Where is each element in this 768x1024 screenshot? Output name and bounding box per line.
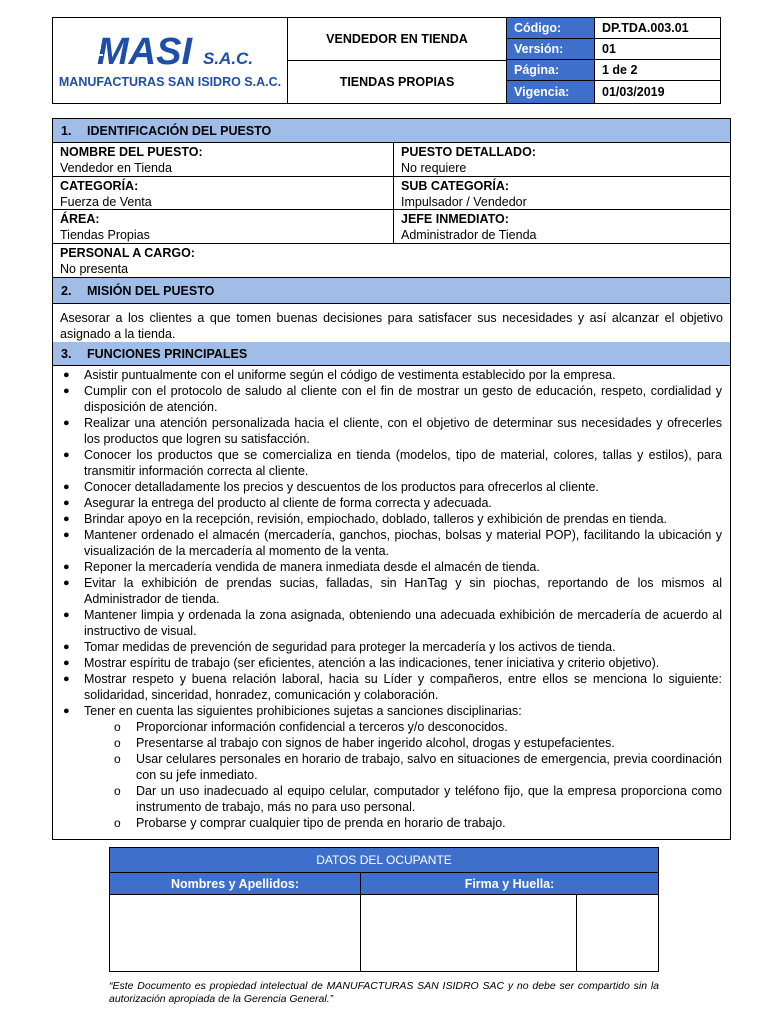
masi-logo-mark	[53, 18, 287, 103]
company-logo	[53, 18, 288, 103]
meta-row-codigo	[507, 18, 720, 39]
function-item: ● Tener en cuenta las siguientes prohibiciones sujetas a sanciones disciplinarias:	[63, 704, 522, 718]
bullet-icon: ●	[63, 641, 70, 653]
prohibition-item: o Proporcionar información confidencial a terceros y/o desconocidos.	[114, 720, 508, 734]
field-value: No presenta	[60, 262, 129, 276]
field-value: Impulsador / Vendedor	[401, 195, 527, 209]
function-item: ● Mostrar espíritu de trabajo (ser eficientes, atención a las indicaciones, tener iniciativa y criterio objetivo).	[63, 656, 660, 670]
logo-company-name: MANUFACTURAS SAN ISIDRO S.A.C.	[58, 75, 282, 89]
document-title-block	[288, 18, 507, 103]
meta-row-pagina	[507, 60, 720, 81]
meta-key: Código:	[507, 18, 595, 38]
field-value: Tiendas Propias	[60, 228, 150, 242]
prohibitions-list	[60, 719, 722, 831]
field-label: ÁREA:	[60, 212, 100, 226]
huella-input-area[interactable]	[577, 895, 658, 971]
field-area	[53, 210, 393, 244]
mission-text: Asesorar a los clientes a que tomen buenas decisiones para satisfacer sus necesidades y así alcanzar el objetivo asignado a la tienda.	[53, 304, 730, 355]
function-item: ● Realizar una atención personalizada hacia el cliente, con el objetivo de determinar sus necesidades y ofrecerles los productos que logren su satisfacción.	[63, 416, 722, 446]
circle-bullet-icon: o	[114, 752, 121, 766]
section-header-identificacion	[53, 119, 730, 143]
document-meta	[507, 18, 720, 103]
function-item: ● Asegurar la entrega del producto al cliente de forma correcta y adecuada.	[63, 496, 492, 510]
section-title: IDENTIFICACIÓN DEL PUESTO	[87, 123, 272, 138]
document-title: VENDEDOR EN TIENDA	[288, 18, 506, 61]
function-item: ● Mantener ordenado el almacén (mercadería, ganchos, piochas, bolsas y material POP), facilitando la ubicación y visualización de la mercadería al momento de la venta.	[63, 528, 722, 558]
meta-row-version	[507, 39, 720, 60]
bullet-icon: ●	[63, 657, 70, 669]
function-item: ● Tomar medidas de prevención de seguridad para proteger la mercadería y los activos de tienda.	[63, 640, 616, 654]
meta-value: 01/03/2019	[602, 85, 665, 99]
field-value: Administrador de Tienda	[401, 228, 537, 242]
prohibition-item: o Dar un uso inadecuado al equipo celular, computador y teléfono fijo, que la empresa proporciona como instrumento de trabajo, más no para uso personal.	[114, 784, 722, 814]
bullet-icon: ●	[63, 481, 70, 493]
function-item: ● Mantener limpia y ordenada la zona asignada, obteniendo una adecuada exhibición de mercadería de acuerdo al instructivo de visual.	[63, 608, 722, 638]
meta-value: DP.TDA.003.01	[602, 21, 689, 35]
section-number: 2.	[61, 283, 72, 298]
field-label: PERSONAL A CARGO:	[60, 246, 195, 260]
field-nombre-puesto	[53, 143, 393, 177]
circle-bullet-icon: o	[114, 736, 121, 750]
field-jefe-inmediato	[394, 210, 730, 244]
field-value: Fuerza de Venta	[60, 195, 152, 209]
field-label: JEFE INMEDIATO:	[401, 212, 509, 226]
functions-list	[53, 365, 730, 831]
logo-brand-text: MASI	[97, 31, 192, 73]
bullet-icon: ●	[63, 561, 70, 573]
section-header-funciones	[53, 342, 730, 366]
document-header	[52, 17, 721, 104]
logo-suffix-text: S.A.C.	[203, 49, 254, 68]
function-item: ● Evitar la exhibición de prendas sucias, falladas, sin HanTag y sin piochas, reportando de los mismos al Administrador de tienda.	[63, 576, 722, 606]
bullet-icon: ●	[63, 497, 70, 509]
field-sub-categoria	[394, 177, 730, 210]
function-item: ● Conocer los productos que se comercializa en tienda (modelos, tipo de material, colores, tallas y estilos), para transmitir información correcta al cliente.	[63, 448, 722, 478]
meta-value: 1 de 2	[602, 63, 638, 77]
bullet-icon: ●	[63, 417, 70, 429]
bullet-icon: ●	[63, 449, 70, 461]
confidentiality-notice: “Este Documento es propiedad intelectual de MANUFACTURAS SAN ISIDRO SAC y no debe ser compartido sin la autorización apropiada de la Gerencia General.”	[109, 980, 659, 1005]
field-label: NOMBRE DEL PUESTO:	[60, 145, 203, 159]
field-value: Vendedor en Tienda	[60, 161, 172, 175]
bullet-icon: ●	[63, 673, 70, 685]
circle-bullet-icon: o	[114, 720, 121, 734]
meta-key: Página:	[507, 60, 595, 80]
circle-bullet-icon: o	[114, 784, 121, 798]
field-personal-a-cargo	[53, 244, 730, 278]
bullet-icon: ●	[63, 369, 70, 381]
function-item: ● Reponer la mercadería vendida de manera inmediata desde el almacén de tienda.	[63, 560, 540, 574]
occupant-data-table	[109, 847, 659, 972]
prohibition-item: o Probarse y comprar cualquier tipo de prenda en horario de trabajo.	[114, 816, 506, 830]
section-number: 3.	[61, 346, 72, 361]
section-title: MISIÓN DEL PUESTO	[87, 283, 215, 298]
meta-row-vigencia	[507, 81, 720, 103]
function-item: ● Conocer detalladamente los precios y descuentos de los productos para ofrecerlos al cliente.	[63, 480, 599, 494]
meta-key: Vigencia:	[507, 81, 595, 103]
field-label: CATEGORÍA:	[60, 179, 139, 193]
meta-value: 01	[602, 42, 616, 56]
occupant-table-title: DATOS DEL OCUPANTE	[110, 848, 658, 873]
nombres-input-area[interactable]	[110, 895, 361, 971]
column-header-nombres: Nombres y Apellidos:	[110, 873, 361, 895]
function-item: ● Brindar apoyo en la recepción, revisión, empiochado, doblado, talleros y exhibición de prendas en tienda.	[63, 512, 668, 526]
bullet-icon: ●	[63, 513, 70, 525]
bullet-icon: ●	[63, 609, 70, 621]
meta-key: Versión:	[507, 39, 595, 59]
firma-input-area[interactable]	[361, 895, 577, 971]
document-subtitle: TIENDAS PROPIAS	[339, 75, 455, 89]
field-label: SUB CATEGORÍA:	[401, 179, 510, 193]
field-categoria	[53, 177, 393, 210]
prohibition-item: o Usar celulares personales en horario de trabajo, salvo en situaciones de emergencia, previa coordinación con su jefe inmediato.	[114, 752, 722, 782]
column-header-firma: Firma y Huella:	[361, 873, 658, 895]
bullet-icon: ●	[63, 705, 70, 717]
function-item: ● Cumplir con el protocolo de saludo al cliente con el fin de mostrar un gesto de educación, respeto, cordialidad y disposición de atención.	[63, 384, 722, 414]
field-label: PUESTO DETALLADO:	[401, 145, 536, 159]
section-header-mision	[53, 278, 730, 304]
bullet-icon: ●	[63, 577, 70, 589]
function-item: ● Asistir puntualmente con el uniforme según el código de vestimenta establecido por la empresa.	[63, 368, 616, 382]
section-number: 1.	[61, 123, 72, 138]
field-value: No requiere	[401, 161, 467, 175]
prohibition-item: o Presentarse al trabajo con signos de haber ingerido alcohol, drogas y estupefacientes.	[114, 736, 615, 750]
circle-bullet-icon: o	[114, 816, 121, 830]
job-description-table	[52, 118, 731, 840]
field-puesto-detallado	[394, 143, 730, 177]
bullet-icon: ●	[63, 529, 70, 541]
function-item: ● Mostrar respeto y buena relación laboral, hacia su Líder y compañeros, entre ellos se menciona lo siguiente: solidaridad, sinceridad, honradez, comunicación y colaboración.	[63, 672, 722, 702]
section-title: FUNCIONES PRINCIPALES	[87, 346, 248, 361]
bullet-icon: ●	[63, 385, 70, 397]
